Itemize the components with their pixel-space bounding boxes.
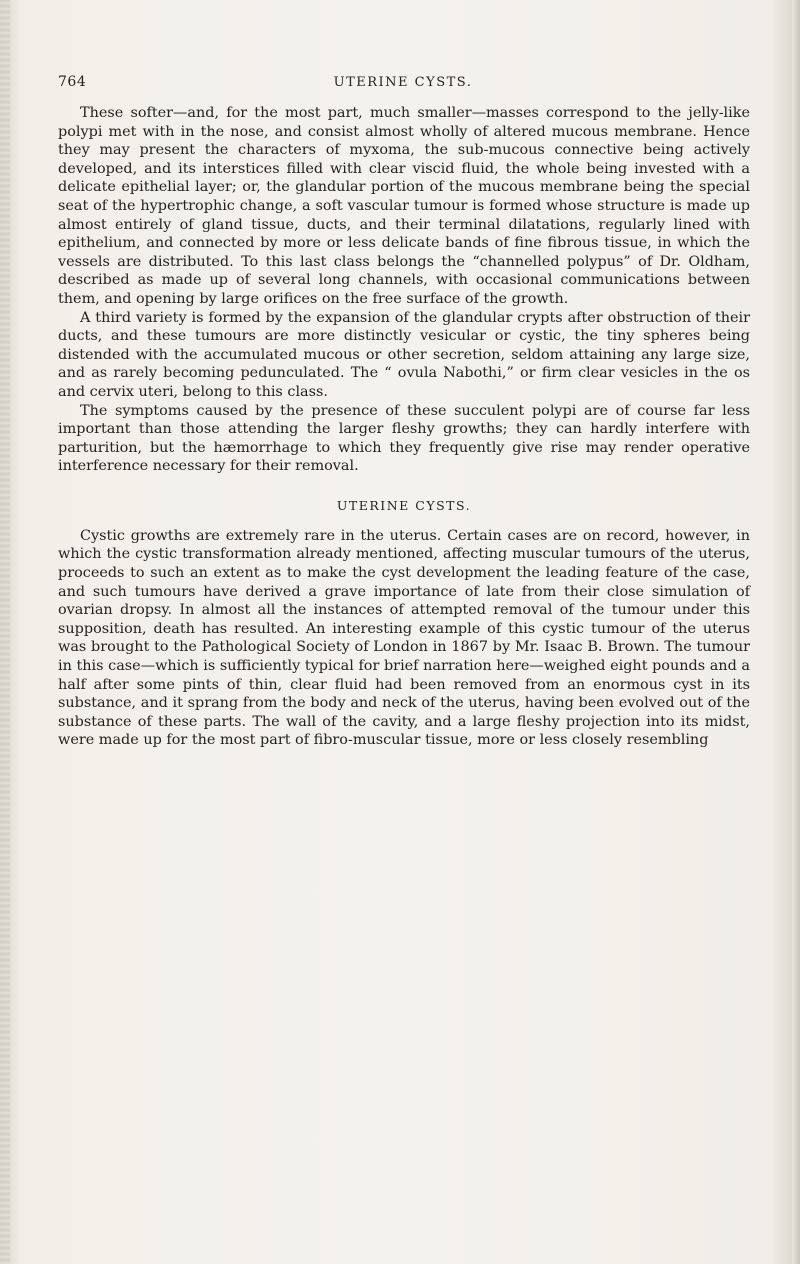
paragraph-softer-masses: These softer—and, for the most part, much smaller—masses correspond to the jelly-like polypi met with in the nose, and consist almost wholly of altered mucous membrane. Hence they may present the characters of myxoma, the sub-mucous connective being actively developed, and its interstices filled with clear viscid fluid, the whole being invested with a delicate epithelial layer; or, the glandular portion of the mucous membrane being the special seat of the hypertrophic change, a soft vascular tumour is formed whose structure is made up almost entirely of gland tissue, ducts, and their terminal dilatations, regularly lined with epithelium, and connected by more or less delicate bands of fine fibrous tissue, in which the vessels are distributed. To this last class belongs the “channelled polypus” of Dr. Oldham, described as made up of several long channels, with occasional communications between them, and opening by large orifices on the free surface of the growth.: [58, 105, 750, 307]
page-body: [58, 104, 750, 750]
running-title: UTERINE CYSTS.: [333, 75, 473, 90]
page-number: 764: [58, 74, 87, 90]
page-right-edge: [792, 0, 800, 1264]
page-binding-edge: [0, 0, 10, 1264]
paragraph-symptoms: The symptoms caused by the presence of these succulent polypi are of course far less important than those attending the larger fleshy growths; they can hardly interfere with parturition, but the hæmorrhage to which they frequently give rise may render operative interference necessary for their removal.: [58, 402, 750, 475]
section-heading-uterine-cysts: UTERINE CYSTS.: [336, 497, 472, 513]
running-head: [58, 74, 748, 96]
paragraph-cystic-growths: Cystic growths are extremely rare in the uterus. Certain cases are on record, however, in which the cystic transformation already mentioned, affecting muscular tumours of the uterus, proceeds to such an extent as to make the cyst development the leading feature of the case, and such tumours have derived a grave importance of late from their close simulation of ovarian dropsy. In almost all the instances of attempted removal of the tumour under this supposition, death has resulted. An interesting example of this cystic tumour of the uterus was brought to the Pathological Society of London in 1867 by Mr. Isaac B. Brown. The tumour in this case—which is sufficiently typical for brief narration here—weighed eight pounds and a half after some pints of thin, clear fluid had been removed from an enormous cyst in its substance, and it sprang from the body and neck of the uterus, having been evolved out of the substance of these parts. The wall of the cavity, and a large fleshy projection into its midst, were made up for the most part of fibro-muscular tissue, more or less closely resembling: [58, 527, 750, 749]
paragraph-third-variety: A third variety is formed by the expansion of the glandular crypts after obstruction of their ducts, and these tumours are more distinctly vesicular or cystic, the tiny spheres being distended with the accumulated mucous or other secretion, seldom attaining any large size, and as rarely becoming pedunculated. The “ ovula Nabothi,” or firm clear vesicles in the os and cervix uteri, belong to this class.: [58, 309, 750, 400]
